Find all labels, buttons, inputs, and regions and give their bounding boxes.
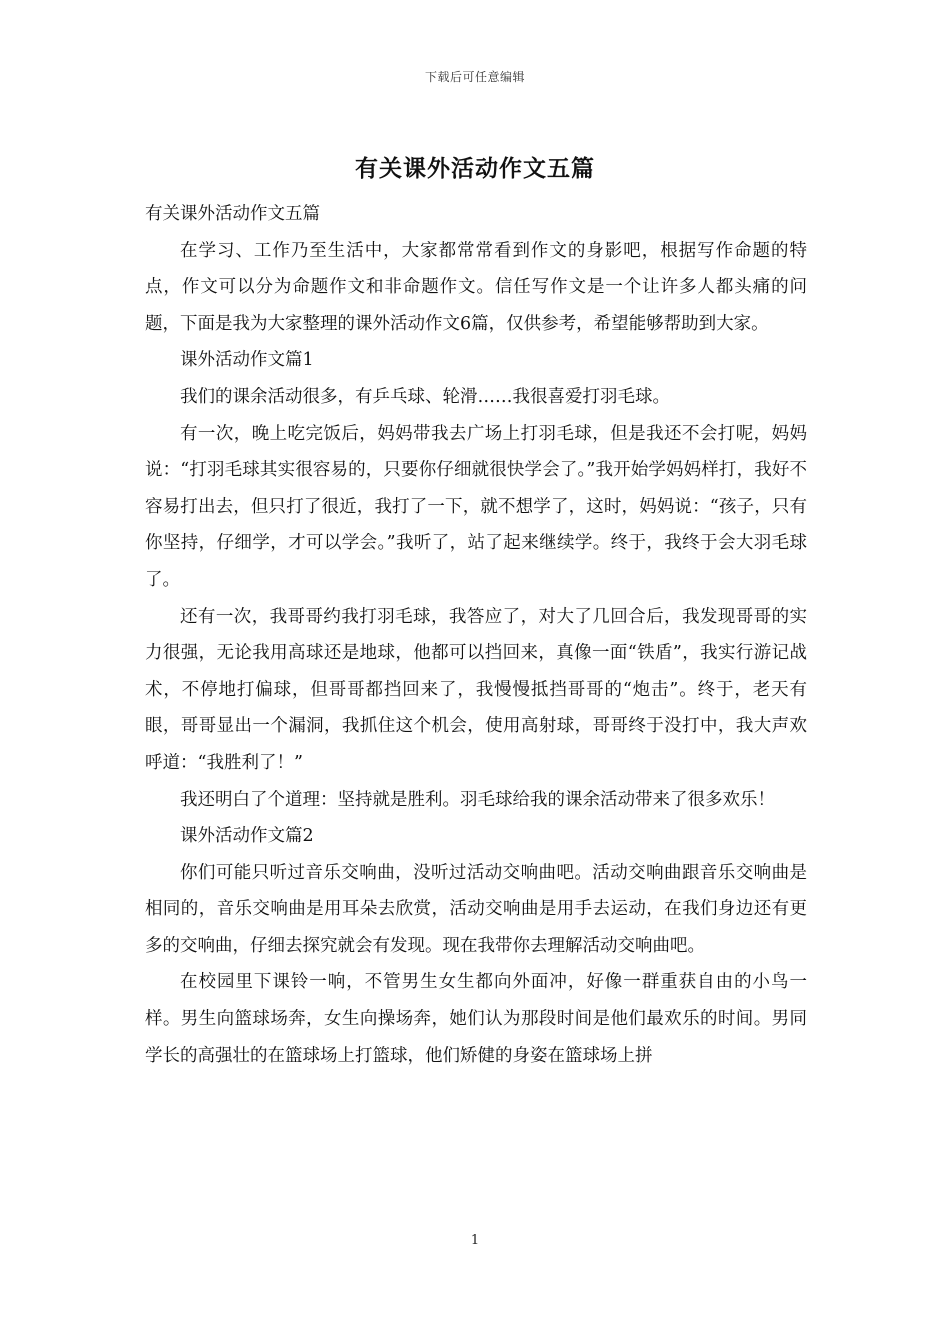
section-heading-essay-1: 课外活动作文篇1	[180, 350, 314, 371]
header-note: 下载后可任意编辑	[424, 70, 525, 84]
section-heading-essay-2: 课外活动作文篇2	[180, 826, 314, 847]
paragraph-subtitle: 有关课外活动作文五篇	[145, 204, 320, 224]
paragraph: 在校园里下课铃一响，不管男生女生都向外面冲，好像一群重获自由的小鸟一样。男生向篮球场奔，女生向操场奔，她们认为那段时间是他们最欢乐的时间。男同学长的高强壮的在篮球场上打篮球，他们矫健的身姿在篮球场上拼	[145, 972, 807, 1066]
document-title: 有关课外活动作文五篇	[355, 155, 595, 182]
paragraph: 我们的课余活动很多，有乒乓球、轮滑……我很喜爱打羽毛球。	[180, 386, 670, 407]
paragraph: 我还明白了个道理：坚持就是胜利。羽毛球给我的课余活动带来了很多欢乐！	[180, 789, 775, 810]
paragraph: 你们可能只听过音乐交响曲，没听过活动交响曲吧。活动交响曲跟音乐交响曲是相同的，音乐交响曲是用耳朵去欣赏，活动交响曲是用手去运动，在我们身边还有更多的交响曲，仔细去探究就会有发现。现在我带你去理解活动交响曲吧。	[145, 862, 807, 956]
paragraph: 还有一次，我哥哥约我打羽毛球，我答应了，对大了几回合后，我发现哥哥的实力很强，无论我用高球还是地球，他都可以挡回来，真像一面“铁盾”，我实行游记战术，不停地打偏球，但哥哥都挡回来了，我慢慢抵挡哥哥的“炮击”。终于，老天有眼，哥哥显出一个漏洞，我抓住这个机会，使用高射球，哥哥终于没打中，我大声欢呼道：“我胜利了！”	[145, 606, 807, 773]
page-number: 1	[470, 1233, 480, 1248]
document-body	[145, 196, 807, 1074]
paragraph: 有一次，晚上吃完饭后，妈妈带我去广场上打羽毛球，但是我还不会打呢，妈妈说：“打羽毛球其实很容易的，只要你仔细就很快学会了。”我开始学妈妈样打，我好不容易打出去，但只打了很近，我打了一下，就不想学了，这时，妈妈说：“孩子，只有你坚持，仔细学，才可以学会。”我听了，站了起来继续学。终于，我终于会大羽毛球了。	[145, 423, 807, 590]
paragraph-intro: 在学习、工作乃至生活中，大家都常常看到作文的身影吧，根据写作命题的特点，作文可以分为命题作文和非命题作文。信任写作文是一个让许多人都头痛的问题，下面是我为大家整理的课外活动作文6篇，仅供参考，希望能够帮助到大家。	[145, 240, 807, 334]
